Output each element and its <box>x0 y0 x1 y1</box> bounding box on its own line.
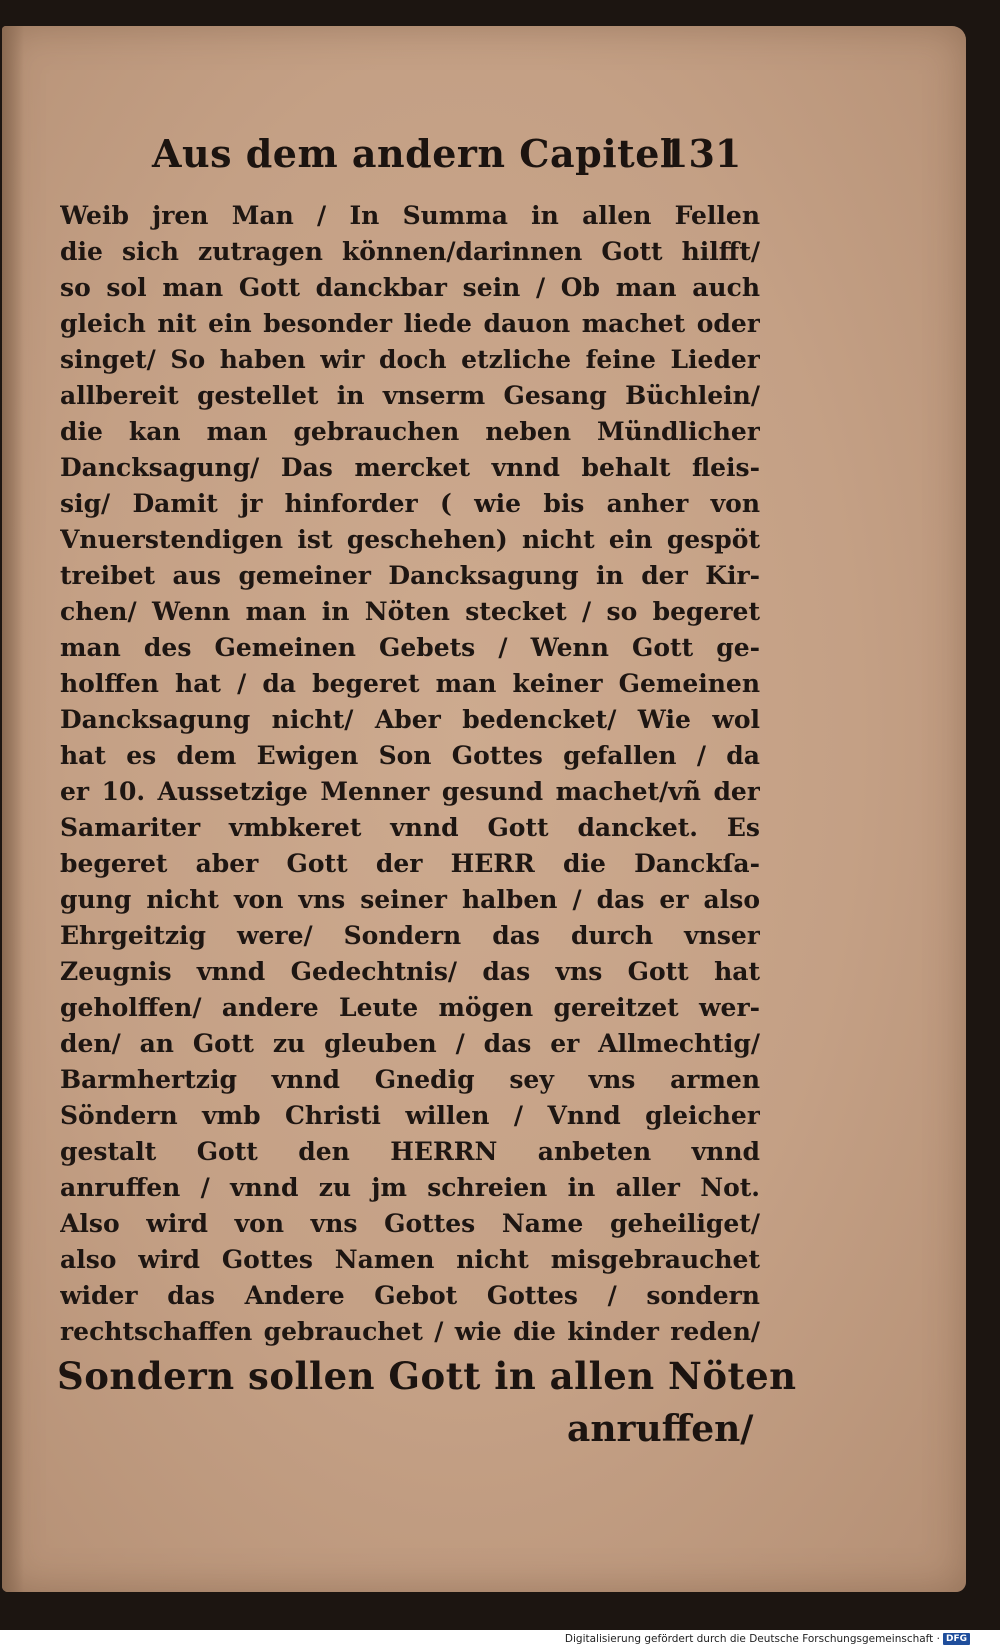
text-line: Dancksagung/ Das mercket vnnd behalt fleis- <box>60 453 760 482</box>
text-line: die kan man gebrauchen neben Mündlicher <box>60 417 760 446</box>
final-large-line: Sondern sollen Gott in allen Nöten <box>57 1354 797 1398</box>
text-line: treibet aus gemeiner Dancksagung in der Kir- <box>60 561 760 590</box>
text-line: begeret aber Gott der HERR die Danckſa- <box>60 849 760 878</box>
text-line: Vnuerstendigen ist geschehen) nicht ein gespöt <box>60 525 760 554</box>
catchword: anruffen/ <box>567 1408 754 1450</box>
text-line: anruffen / vnnd zu jm schreien in aller Not. <box>60 1173 760 1202</box>
footer-credit <box>565 1631 970 1647</box>
text-line: Also wird von vns Gottes Name geheiliget/ <box>60 1209 760 1238</box>
text-line: Ehrgeitzig were/ Sondern das durch vnser <box>60 921 760 950</box>
text-line: Weib jren Man / In Summa in allen Fellen <box>60 201 760 230</box>
page-number: 131 <box>662 131 742 176</box>
text-line: den/ an Gott zu gleuben / das er Allmechtig/ <box>60 1029 760 1058</box>
text-line: gestalt Gott den HERRN anbeten vnnd <box>60 1137 760 1166</box>
text-line: singet/ So haben wir doch etzliche feine Lieder <box>60 345 760 374</box>
text-line: Dancksagung nicht/ Aber bedencket/ Wie wol <box>60 705 760 734</box>
footer-credit-text: Digitalisierung gefördert durch die Deutsche Forschungsgemeinschaft · <box>564 1633 940 1645</box>
text-line: holffen hat / da begeret man keiner Gemeinen <box>60 669 760 698</box>
page-header <box>132 131 772 191</box>
text-line: wider das Andere Gebot Gottes / sondern <box>60 1281 760 1310</box>
text-line: Söndern vmb Christi willen / Vnnd gleicher <box>60 1101 760 1130</box>
text-line: Samariter vmbkeret vnnd Gott dancket. Es <box>60 813 760 842</box>
running-title: Aus dem andern Capitel <box>152 131 675 176</box>
text-line: er 10. Aussetzige Menner gesund machet/vñ der <box>60 777 760 806</box>
text-line: hat es dem Ewigen Son Gottes gefallen / da <box>60 741 760 770</box>
text-line: so sol man Gott danckbar sein / Ob man auch <box>60 273 760 302</box>
text-line: gung nicht von vns seiner halben / das er also <box>60 885 760 914</box>
text-line: geholffen/ andere Leute mögen gereitzet wer- <box>60 993 760 1022</box>
text-line: man des Gemeinen Gebets / Wenn Gott ge- <box>60 633 760 662</box>
text-line: Barmhertzig vnnd Gnedig sey vns armen <box>60 1065 760 1094</box>
text-line: die sich zutragen können/darinnen Gott hilfft/ <box>60 237 760 266</box>
page-edge-shadow <box>2 26 24 1592</box>
book-page <box>2 26 966 1592</box>
text-line: allbereit gestellet in vnserm Gesang Büchlein/ <box>60 381 760 410</box>
text-line: also wird Gottes Namen nicht misgebrauchet <box>60 1245 760 1274</box>
text-line: chen/ Wenn man in Nöten stecket / so begeret <box>60 597 760 626</box>
dfg-logo: DFG <box>943 1633 970 1645</box>
text-line: gleich nit ein besonder liede dauon machet oder <box>60 309 760 338</box>
digitization-footer <box>0 1630 1000 1648</box>
body-text <box>60 198 760 1350</box>
text-line: rechtschaffen gebrauchet / wie die kinder reden/ <box>60 1317 760 1346</box>
text-line: sig/ Damit jr hinforder ( wie bis anher von <box>60 489 760 518</box>
text-line: Zeugnis vnnd Gedechtnis/ das vns Gott hat <box>60 957 760 986</box>
